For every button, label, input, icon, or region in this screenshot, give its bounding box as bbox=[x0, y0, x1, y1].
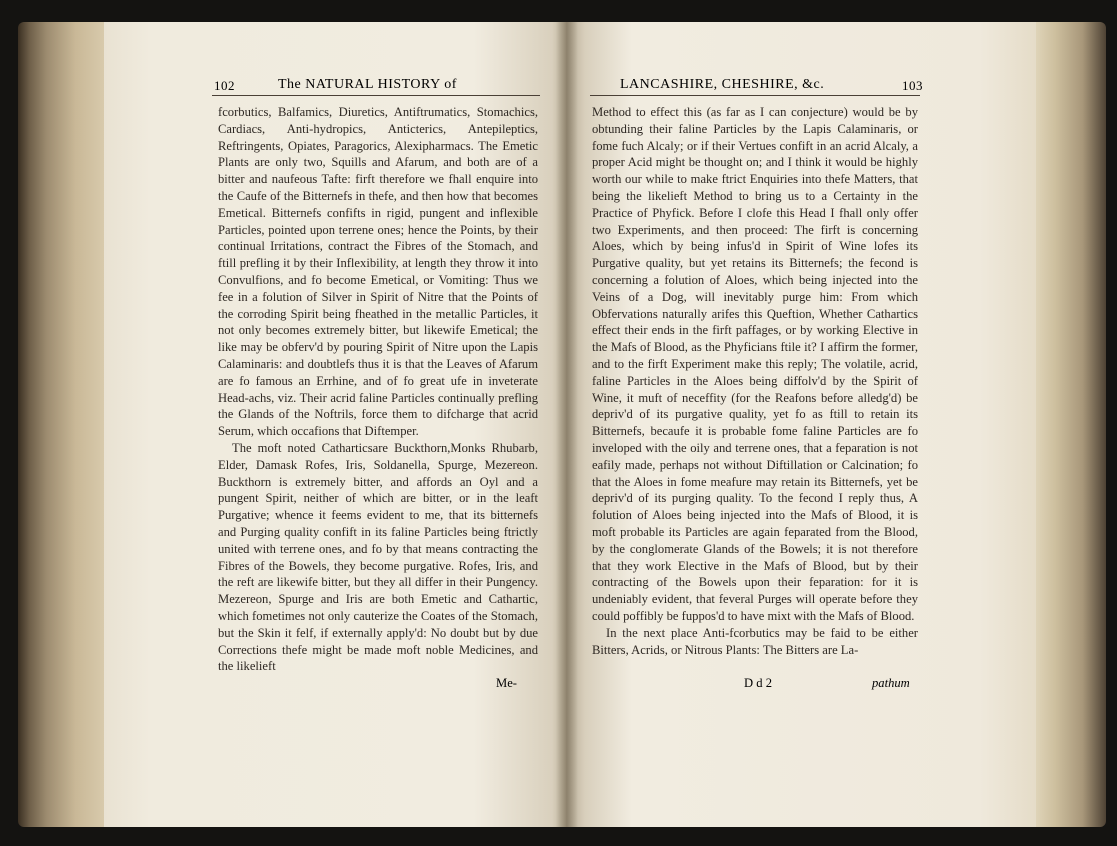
left-running-header bbox=[118, 76, 538, 96]
right-page-number: 103 bbox=[902, 78, 923, 93]
right-running-head: LANCASHIRE, CHESHIRE, &c. bbox=[620, 77, 825, 92]
right-header-rule bbox=[590, 95, 920, 96]
left-page-number: 102 bbox=[214, 78, 235, 93]
left-catchword: Me- bbox=[496, 676, 517, 690]
left-running-head: The NATURAL HISTORY of bbox=[278, 77, 457, 92]
book-edge-left bbox=[18, 22, 114, 827]
left-header-rule bbox=[212, 95, 540, 96]
right-paragraph-2: In the next place Anti-fcorbutics may be faid to be either Bitters, Acrids, or Nitrous Plants: The Bitters are La- bbox=[592, 625, 918, 657]
right-signature-mark: D d 2 bbox=[744, 676, 772, 690]
right-paragraph-1: Method to effect this (as far as I can conjecture) would be by obtunding their faline Particles by the Lapis Calaminaris, or fome fuch Alcaly; or if their Vertues confift in an acrid Alcaly, a proper Acid might be thought on; and I think it would be highly worth our while to make ftrict Enquiries into thefe Matters, that being the likelieft Method to bring us to a Certainty in the Practice of Phyfick. Before I clofe this Head I fhall only offer two Experiments, and then proceed: The firft is concerning Aloes, which by being infus'd in Spirit of Wine lofes its Purgative quality, but yet retains its Bitternefs; the fecond is concerning a folution of Aloes, which being injected into the Veins of a Dog, will inevitably purge him: From which Obfervations naturally arifes this Queftion, Whether Cathartics effect their ends in the firft paffages, or by working Elective in the Mafs of Blood, as the Phyficians ftile it? I affirm the former, and to the firft Experiment make this reply; The volatile, acrid, faline Particles in the Aloes being diffolv'd by the Spirit of Wine, it muft of neceffity (for the Reafons before alledg'd) be depriv'd of its purgative quality, yet fo as ftill to retain its Bitternefs, becaufe it is probable fome faline Particles are fo inveloped with the oily and terrene ones, that a feparation is not eafily made, perhaps not without Diftillation or Calcination; fo that the Aloes in fome meafure may retain its Bitternefs, yet be depriv'd of its purging quality. To the fecond I reply thus, A folution of Aloes being injected into the Mafs of Blood, it is moft probable its Particles are again feparated from the Blood, by the conglomerate Glands of the Bowels; it is not therefore that they work Elective in the Mafs of Blood, but by their contracting of the Bowels upon their feparation: for it is undeniably evident, that feveral Purges will operate before they could poffibly be fuppos'd to have mixt with the Mafs of Blood. bbox=[592, 105, 918, 623]
right-body-text bbox=[592, 104, 918, 658]
book-gutter bbox=[556, 22, 578, 827]
right-catchword: pathum bbox=[872, 676, 910, 690]
book-edge-right bbox=[1028, 22, 1106, 827]
left-body-text bbox=[218, 104, 538, 675]
left-paragraph-2: The moft noted Catharticsare Buckthorn,Monks Rhubarb, Elder, Damask Rofes, Iris, Soldanella, Spurge, Mezereon. Buckthorn is extremely bitter, and affords an Oyl and a pungent Spirit, neither of which are bitter, or in the leaft Purgative; whence it feems evident to me, that its bitternefs and Purging quality confift in its faline Particles being ftrictly united with terrene ones, and fo by that means contracting the Fibres of the Bowels, they become purgative. Rofes, Iris, and the reft are likewife bitter, but they all differ in their Pungency. Mezereon, Spurge and Iris are both Emetic and Cathartic, which fometimes not only cauterize the Coates of the Stomach, but the Skin it felf, if externally apply'd: No doubt but by due Corrections thefe might be made moft noble Medicines, and the likelieft bbox=[218, 440, 538, 674]
right-running-header bbox=[590, 76, 1010, 96]
left-paragraph-1: fcorbutics, Balfamics, Diuretics, Antiftrumatics, Stomachics, Cardiacs, Anti-hydropics, Anticterics, Antepileptics, Reftringents, Opiates, Paragorics, Alexipharmacs. The Emetic Plants are only two, Squills and Afarum, and both are of a bitter and naufeous Tafte: firft therefore we fhall enquire into the Caufe of the Bitternefs in thefe, and then how that becomes Emetical. Bitternefs confifts in rigid, pungent and inflexible Particles, pointed upon terrene ones; hence the Points, by their continual Irritations, contract the Fibres of the Stomach, and ftill prefling it by their Inflexibility, at length they throw it into Convulfions, and fo become Emetical, or Vomiting: Thus we fee in a folution of Silver in Spirit of Nitre that the Points of the corroding Spirit being fheathed in the metallic Particles, it not only becomes extremely bitter, but likewife Emetical; the like may be obferv'd by pouring Spirit of Nitre upon the Lapis Calaminaris: and doubtlefs thus it is that the Leaves of Afarum are fo famous an Errhine, and of fo great ufe in inveterate Head-achs, viz. Their acrid faline Particles continually prefling the Glands of the Noftrils, force them to difcharge that acrid Serum, which occafions that Diftemper. bbox=[218, 105, 538, 439]
